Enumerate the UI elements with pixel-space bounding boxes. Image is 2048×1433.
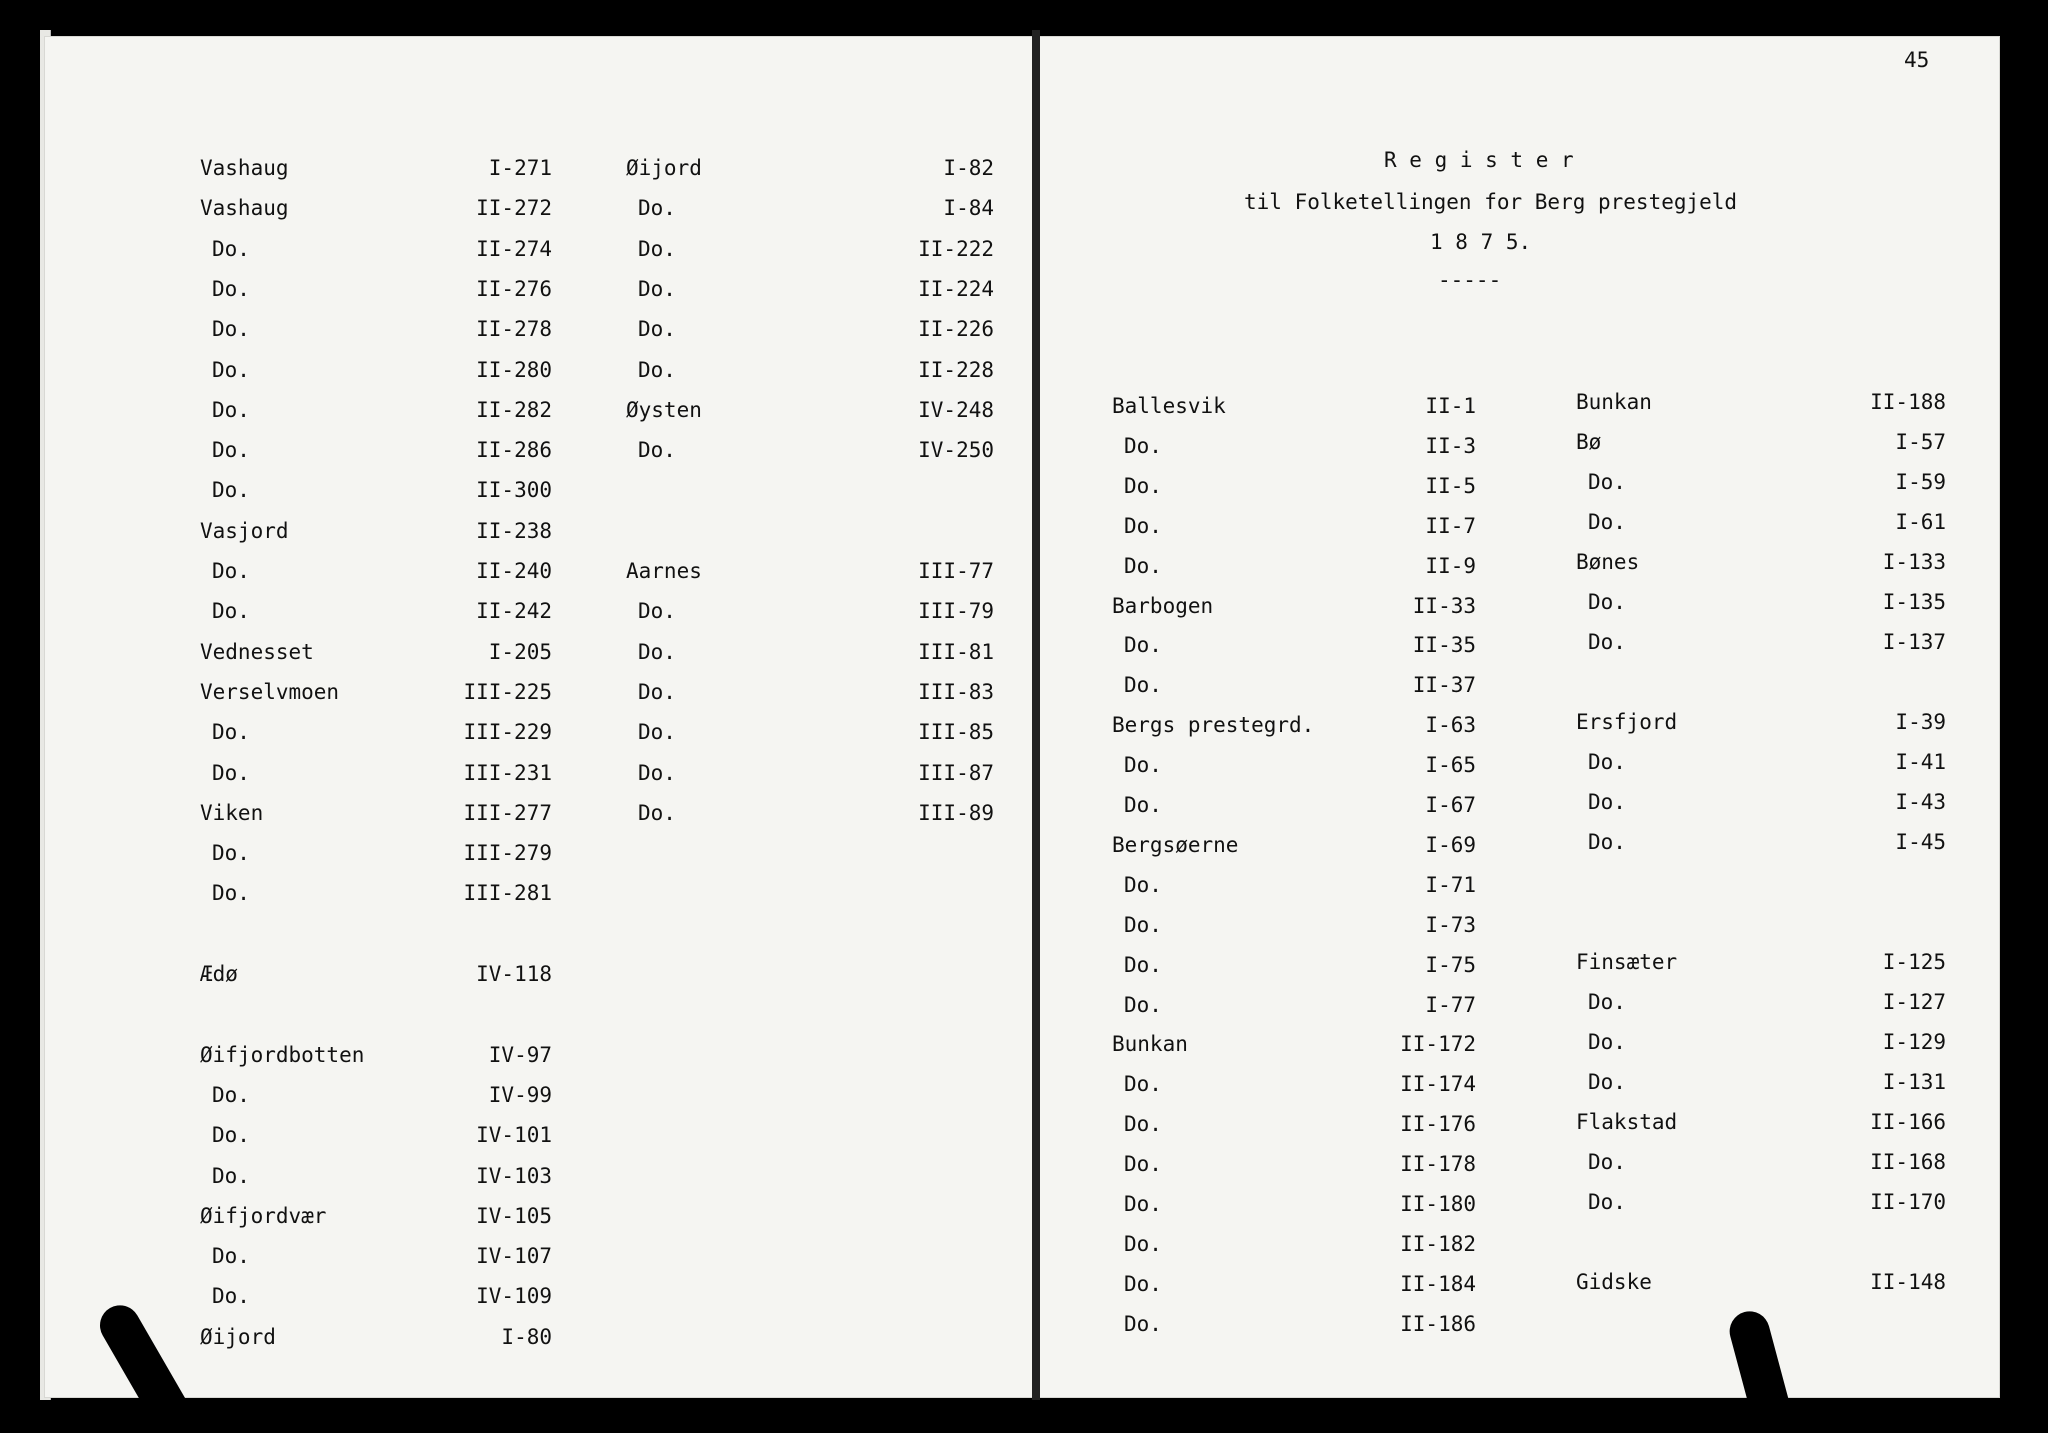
register-title: R e g i s t e r <box>1384 148 1574 172</box>
entry-reference: III-279 <box>463 841 552 865</box>
entry-place-name: Ersfjord <box>1576 710 1678 734</box>
entry-place-name: Do. <box>212 720 250 744</box>
entry-reference: IV-109 <box>476 1284 552 1308</box>
entry-place-name: Do. <box>212 277 250 301</box>
entry-reference: I-271 <box>488 156 552 180</box>
entry-reference: II-188 <box>1870 390 1946 414</box>
entry-reference: I-65 <box>1425 753 1476 777</box>
entry-place-name: Øysten <box>626 398 702 422</box>
entry-place-name: Do. <box>1588 1030 1626 1054</box>
entry-reference: IV-250 <box>918 438 994 462</box>
entry-place-name: Do. <box>212 358 250 382</box>
entry-reference: II-7 <box>1425 514 1476 538</box>
entry-reference: III-229 <box>463 720 552 744</box>
entry-place-name: Vasjord <box>200 519 289 543</box>
entry-place-name: Do. <box>212 1083 250 1107</box>
entry-place-name: Bønes <box>1576 550 1640 574</box>
entry-reference: II-240 <box>476 559 552 583</box>
entry-reference: IV-103 <box>476 1164 552 1188</box>
entry-reference: I-131 <box>1882 1070 1946 1094</box>
entry-reference: I-59 <box>1895 470 1946 494</box>
entry-place-name: Do. <box>1588 990 1626 1014</box>
entry-reference: III-89 <box>918 801 994 825</box>
entry-reference: I-41 <box>1895 750 1946 774</box>
entry-place-name: Ædø <box>200 962 238 986</box>
entry-reference: III-87 <box>918 761 994 785</box>
entry-place-name: Do. <box>1124 873 1162 897</box>
entry-place-name: Bergs prestegrd. <box>1112 713 1315 737</box>
entry-reference: I-63 <box>1425 713 1476 737</box>
entry-place-name: Do. <box>1124 673 1162 697</box>
entry-place-name: Do. <box>1124 514 1162 538</box>
entry-reference: I-135 <box>1882 590 1946 614</box>
entry-reference: I-45 <box>1895 830 1946 854</box>
entry-reference: IV-107 <box>476 1244 552 1268</box>
entry-reference: I-73 <box>1425 913 1476 937</box>
entry-reference: III-277 <box>463 801 552 825</box>
entry-place-name: Do. <box>1588 1150 1626 1174</box>
entry-reference: IV-101 <box>476 1123 552 1147</box>
entry-place-name: Do. <box>1588 790 1626 814</box>
entry-reference: III-231 <box>463 761 552 785</box>
entry-reference: IV-118 <box>476 962 552 986</box>
entry-reference: I-133 <box>1882 550 1946 574</box>
entry-place-name: Do. <box>212 559 250 583</box>
entry-place-name: Do. <box>638 680 676 704</box>
entry-place-name: Do. <box>212 237 250 261</box>
entry-place-name: Do. <box>212 398 250 422</box>
entry-place-name: Do. <box>212 841 250 865</box>
entry-place-name: Do. <box>212 599 250 623</box>
entry-place-name: Do. <box>1124 793 1162 817</box>
entry-place-name: Do. <box>1588 590 1626 614</box>
entry-reference: II-170 <box>1870 1190 1946 1214</box>
entry-reference: II-166 <box>1870 1110 1946 1134</box>
entry-reference: II-228 <box>918 358 994 382</box>
entry-place-name: Do. <box>638 640 676 664</box>
entry-reference: IV-248 <box>918 398 994 422</box>
entry-place-name: Øijord <box>626 156 702 180</box>
entry-place-name: Do. <box>1124 554 1162 578</box>
entry-reference: I-82 <box>943 156 994 180</box>
entry-reference: III-79 <box>918 599 994 623</box>
entry-reference: I-137 <box>1882 630 1946 654</box>
entry-place-name: Do. <box>1124 1192 1162 1216</box>
entry-reference: I-205 <box>488 640 552 664</box>
entry-place-name: Do. <box>1124 953 1162 977</box>
entry-reference: I-77 <box>1425 993 1476 1017</box>
entry-reference: II-35 <box>1412 633 1476 657</box>
entry-reference: II-242 <box>476 599 552 623</box>
entry-reference: II-33 <box>1412 594 1476 618</box>
entry-reference: I-75 <box>1425 953 1476 977</box>
entry-reference: I-127 <box>1882 990 1946 1014</box>
entry-reference: I-125 <box>1882 950 1946 974</box>
entry-place-name: Do. <box>212 317 250 341</box>
entry-place-name: Do. <box>638 599 676 623</box>
entry-place-name: Do. <box>1588 830 1626 854</box>
register-rule: ----- <box>1438 268 1502 292</box>
entry-place-name: Do. <box>638 277 676 301</box>
entry-reference: II-184 <box>1400 1272 1476 1296</box>
entry-place-name: Do. <box>638 801 676 825</box>
entry-place-name: Barbogen <box>1112 594 1214 618</box>
entry-reference: II-182 <box>1400 1232 1476 1256</box>
entry-reference: II-224 <box>918 277 994 301</box>
register-year: 1 8 7 5. <box>1430 230 1532 254</box>
entry-reference: II-238 <box>476 519 552 543</box>
entry-place-name: Do. <box>638 720 676 744</box>
entry-reference: II-300 <box>476 478 552 502</box>
entry-place-name: Do. <box>212 438 250 462</box>
entry-reference: I-69 <box>1425 833 1476 857</box>
entry-reference: I-39 <box>1895 710 1946 734</box>
entry-place-name: Do. <box>1588 1190 1626 1214</box>
entry-reference: II-272 <box>476 196 552 220</box>
entry-reference: II-278 <box>476 317 552 341</box>
entry-reference: I-84 <box>943 196 994 220</box>
entry-place-name: Gidske <box>1576 1270 1652 1294</box>
entry-reference: I-129 <box>1882 1030 1946 1054</box>
entry-reference: II-282 <box>476 398 552 422</box>
entry-place-name: Do. <box>212 1284 250 1308</box>
entry-place-name: Do. <box>638 358 676 382</box>
entry-place-name: Do. <box>1124 633 1162 657</box>
entry-reference: II-174 <box>1400 1072 1476 1096</box>
entry-reference: II-176 <box>1400 1112 1476 1136</box>
entry-reference: II-276 <box>476 277 552 301</box>
entry-reference: II-222 <box>918 237 994 261</box>
entry-reference: I-67 <box>1425 793 1476 817</box>
entry-place-name: Do. <box>1588 510 1626 534</box>
entry-reference: I-71 <box>1425 873 1476 897</box>
entry-place-name: Do. <box>1124 1112 1162 1136</box>
entry-reference: II-274 <box>476 237 552 261</box>
entry-reference: III-77 <box>918 559 994 583</box>
entry-reference: II-168 <box>1870 1150 1946 1174</box>
entry-place-name: Do. <box>1124 753 1162 777</box>
entry-place-name: Do. <box>638 761 676 785</box>
entry-reference: I-61 <box>1895 510 1946 534</box>
entry-reference: I-57 <box>1895 430 1946 454</box>
entry-place-name: Do. <box>212 1123 250 1147</box>
entry-place-name: Do. <box>1588 630 1626 654</box>
entry-reference: II-280 <box>476 358 552 382</box>
entry-place-name: Verselvmoen <box>200 680 340 704</box>
entry-place-name: Bergsøerne <box>1112 833 1239 857</box>
entry-reference: II-178 <box>1400 1152 1476 1176</box>
entry-reference: III-81 <box>918 640 994 664</box>
entry-place-name: Øifjordbotten <box>200 1043 365 1067</box>
entry-place-name: Aarnes <box>626 559 702 583</box>
entry-place-name: Do. <box>212 881 250 905</box>
entry-place-name: Øijord <box>200 1325 276 1349</box>
entry-reference: II-180 <box>1400 1192 1476 1216</box>
entry-reference: I-80 <box>501 1325 552 1349</box>
entry-place-name: Do. <box>212 1244 250 1268</box>
entry-place-name: Do. <box>1124 434 1162 458</box>
entry-place-name: Do. <box>1588 750 1626 774</box>
entry-place-name: Do. <box>1124 1272 1162 1296</box>
entry-reference: II-5 <box>1425 474 1476 498</box>
page-number: 45 <box>1904 48 1930 72</box>
entry-reference: IV-97 <box>488 1043 552 1067</box>
entry-place-name: Do. <box>638 196 676 220</box>
entry-place-name: Do. <box>1124 993 1162 1017</box>
entry-place-name: Do. <box>1124 1072 1162 1096</box>
entry-place-name: Ballesvik <box>1112 394 1226 418</box>
entry-place-name: Do. <box>1124 1312 1162 1336</box>
entry-place-name: Do. <box>1124 1152 1162 1176</box>
entry-reference: II-1 <box>1425 394 1476 418</box>
entry-reference: II-148 <box>1870 1270 1946 1294</box>
entry-place-name: Do. <box>1588 1070 1626 1094</box>
entry-place-name: Do. <box>212 761 250 785</box>
entry-reference: III-85 <box>918 720 994 744</box>
entry-reference: II-37 <box>1412 673 1476 697</box>
entry-place-name: Bø <box>1576 430 1602 454</box>
entry-reference: II-286 <box>476 438 552 462</box>
entry-place-name: Do. <box>1124 474 1162 498</box>
entry-reference: IV-105 <box>476 1204 552 1228</box>
entry-place-name: Viken <box>200 801 264 825</box>
entry-place-name: Bunkan <box>1112 1032 1188 1056</box>
entry-place-name: Do. <box>1124 1232 1162 1256</box>
entry-reference: III-281 <box>463 881 552 905</box>
entry-place-name: Do. <box>1124 913 1162 937</box>
entry-place-name: Bunkan <box>1576 390 1652 414</box>
entry-reference: II-9 <box>1425 554 1476 578</box>
register-subtitle: til Folketellingen for Berg prestegjeld <box>1244 190 1738 214</box>
entry-reference: II-172 <box>1400 1032 1476 1056</box>
entry-place-name: Vashaug <box>200 196 289 220</box>
entry-place-name: Øifjordvær <box>200 1204 327 1228</box>
book-gutter <box>1032 30 1040 1400</box>
entry-reference: II-226 <box>918 317 994 341</box>
entry-place-name: Do. <box>1588 470 1626 494</box>
entry-place-name: Do. <box>638 237 676 261</box>
entry-place-name: Finsæter <box>1576 950 1678 974</box>
entry-reference: I-43 <box>1895 790 1946 814</box>
entry-place-name: Do. <box>212 478 250 502</box>
entry-reference: III-225 <box>463 680 552 704</box>
entry-place-name: Do. <box>212 1164 250 1188</box>
entry-place-name: Do. <box>638 317 676 341</box>
entry-place-name: Do. <box>638 438 676 462</box>
entry-place-name: Vednesset <box>200 640 314 664</box>
entry-place-name: Vashaug <box>200 156 289 180</box>
entry-reference: II-3 <box>1425 434 1476 458</box>
entry-reference: II-186 <box>1400 1312 1476 1336</box>
entry-reference: III-83 <box>918 680 994 704</box>
entry-reference: IV-99 <box>488 1083 552 1107</box>
entry-place-name: Flakstad <box>1576 1110 1678 1134</box>
